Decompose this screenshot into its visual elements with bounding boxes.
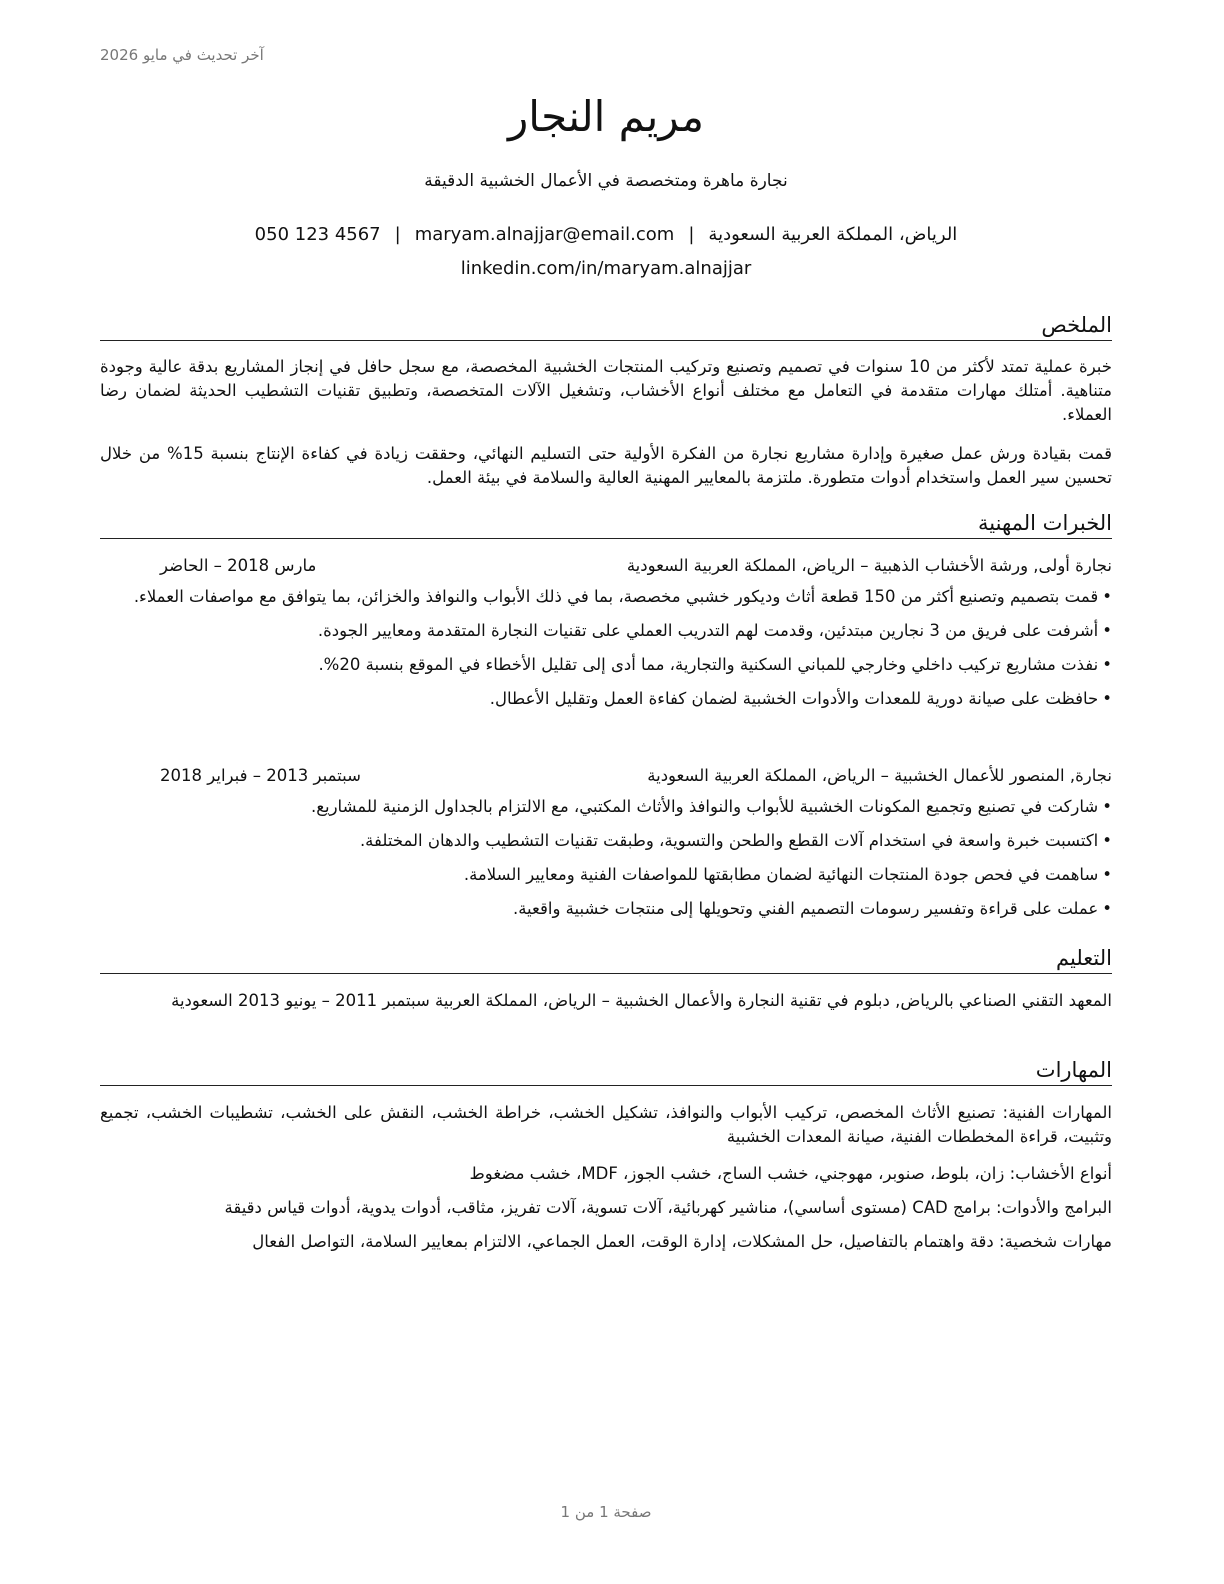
job-heading	[100, 764, 1112, 788]
bullet-text: شاركت في تصنيع وتجميع المكونات الخشبية للأبواب والنوافذ والأثاث المكتبي، مع الالتزام بالجداول الزمنية للمشاريع.	[310, 797, 1099, 816]
contact-info	[100, 224, 1112, 245]
skills-technical: المهارات الفنية: تصنيع الأثاث المخصص، تركيب الأبواب والنوافذ، تشكيل الخشب، خراطة الخشب، النقش على الخشب، تشطيبات الخشب، تجميع وتثبيت، قراءة المخططات الفنية، صيانة المعدات الخشبية	[100, 1103, 1112, 1146]
bullet-text: حافظت على صيانة دورية للمعدات والأدوات الخشبية لضمان كفاءة العمل وتقليل الأعطال.	[489, 689, 1099, 708]
summary-paragraph-1: خبرة عملية تمتد لأكثر من 10 سنوات في تصميم وتصنيع وتركيب المنتجات الخشبية المخصصة، مع سجل حافل في إنجاز المشاريع بدقة عالية وجودة متناهية. أمتلك مهارات متقدمة في التعامل مع مختلف أنواع الأخشاب، وتشغيل الآلات المتخصصة، وتطبيق تقنيات التشطيب الحديثة لضمان رضا العملاء.	[100, 357, 1112, 424]
separator: |	[394, 224, 401, 245]
skills-soft: مهارات شخصية: دقة واهتمام بالتفاصيل، حل المشكلات، إدارة الوقت، العمل الجماعي، الالتزام بمعايير السلامة، التواصل الفعال	[252, 1232, 1112, 1251]
summary-heading: الملخص	[100, 311, 1112, 341]
education-heading: التعليم	[100, 944, 1112, 974]
bullet-text: ساهمت في فحص جودة المنتجات النهائية لضمان مطابقتها للمواصفات الفنية ومعايير السلامة.	[463, 865, 1099, 884]
email-link[interactable]: maryam.alnajjar@email.com	[414, 224, 675, 245]
bullet-item: •نفذت مشاريع تركيب داخلي وخارجي للمباني السكنية والتجارية، مما أدى إلى تقليل الأخطاء في الموقع بنسبة 20%.	[318, 655, 1112, 674]
bullet-item: •اكتسبت خبرة واسعة في استخدام آلات القطع والطحن والتسوية، وطبقت تقنيات التشطيب والدهان المختلفة.	[359, 831, 1112, 850]
experience-heading: الخبرات المهنية	[100, 509, 1112, 539]
page-number: صفحة 1 من 1	[560, 1503, 652, 1521]
job-dates: مارس 2018 – الحاضر	[160, 556, 317, 575]
summary-paragraph-2: قمت بقيادة ورش عمل صغيرة وإدارة مشاريع نجارة من الفكرة الأولية حتى التسليم النهائي، وحققت زيادة في كفاءة الإنتاج بنسبة 15% من خلال تحسين سير العمل واستخدام أدوات متطورة. ملتزمة بالمعايير المهنية العالية والسلامة في بيئة العمل.	[100, 444, 1112, 487]
phone-number: 050 123 4567	[254, 224, 381, 245]
bullet-item: •أشرفت على فريق من 3 نجارين مبتدئين، وقدمت لهم التدريب العملي على تقنيات النجارة المتقدمة ومعايير الجودة.	[317, 621, 1112, 640]
separator: |	[688, 224, 695, 245]
job-heading	[100, 554, 1112, 578]
tagline: نجارة ماهرة ومتخصصة في الأعمال الخشبية الدقيقة	[424, 171, 788, 191]
skills-heading: المهارات	[100, 1056, 1112, 1086]
skills-woods: أنواع الأخشاب: زان، بلوط، صنوبر، مهوجني، خشب الساج، خشب الجوز، MDF، خشب مضغوط	[469, 1164, 1112, 1183]
bullet-text: أشرفت على فريق من 3 نجارين مبتدئين، وقدمت لهم التدريب العملي على تقنيات النجارة المتقدمة ومعايير الجودة.	[317, 621, 1099, 640]
resume-page	[100, 0, 1112, 1584]
bullet-item: •شاركت في تصنيع وتجميع المكونات الخشبية للأبواب والنوافذ والأثاث المكتبي، مع الالتزام بالجداول الزمنية للمشاريع.	[310, 797, 1112, 816]
job-title: نجارة, المنصور للأعمال الخشبية – الرياض، المملكة العربية السعودية	[647, 766, 1112, 785]
bullet-item: •ساهمت في فحص جودة المنتجات النهائية لضمان مطابقتها للمواصفات الفنية ومعايير السلامة.	[463, 865, 1112, 884]
linkedin-link[interactable]: linkedin.com/in/maryam.alnajjar	[460, 258, 752, 279]
bullet-item: •قمت بتصميم وتصنيع أكثر من 150 قطعة أثاث وديكور خشبي مخصصة، بما في ذلك الأبواب والنوافذ والخزائن، بما يتوافق مع مواصفات العملاء.	[133, 587, 1112, 606]
bullet-text: قمت بتصميم وتصنيع أكثر من 150 قطعة أثاث وديكور خشبي مخصصة، بما في ذلك الأبواب والنوافذ والخزائن، بما يتوافق مع مواصفات العملاء.	[133, 587, 1099, 606]
job-title: نجارة أولى, ورشة الأخشاب الذهبية – الرياض، المملكة العربية السعودية	[626, 556, 1112, 575]
linkedin-row	[100, 258, 1112, 279]
job-bullets	[100, 795, 1112, 931]
bullet-text: عملت على قراءة وتفسير رسومات التصميم الفني وتحويلها إلى منتجات خشبية واقعية.	[512, 899, 1099, 918]
skills-tools: البرامج والأدوات: برامج CAD (مستوى أساسي)، مناشير كهربائية، آلات تسوية، آلات تفريز، مثاقب، أدوات يدوية، أدوات قياس دقيقة	[224, 1198, 1112, 1217]
bullet-item: •عملت على قراءة وتفسير رسومات التصميم الفني وتحويلها إلى منتجات خشبية واقعية.	[512, 899, 1112, 918]
person-name: مريم النجار	[508, 92, 704, 141]
location: الرياض، المملكة العربية السعودية	[708, 224, 958, 245]
bullet-item: •حافظت على صيانة دورية للمعدات والأدوات الخشبية لضمان كفاءة العمل وتقليل الأعطال.	[489, 689, 1112, 708]
last-updated: آخر تحديث في مايو 2026	[100, 46, 264, 64]
education-entry: المعهد التقني الصناعي بالرياض, دبلوم في تقنية النجارة والأعمال الخشبية – الرياض، المملكة العربية سبتمبر 2011 – يونيو 2013 السعودية	[171, 991, 1112, 1010]
bullet-text: اكتسبت خبرة واسعة في استخدام آلات القطع والطحن والتسوية، وطبقت تقنيات التشطيب والدهان المختلفة.	[359, 831, 1099, 850]
job-bullets	[100, 585, 1112, 721]
job-dates: سبتمبر 2013 – فبراير 2018	[160, 766, 361, 785]
bullet-text: نفذت مشاريع تركيب داخلي وخارجي للمباني السكنية والتجارية، مما أدى إلى تقليل الأخطاء في الموقع بنسبة 20%.	[318, 655, 1099, 674]
